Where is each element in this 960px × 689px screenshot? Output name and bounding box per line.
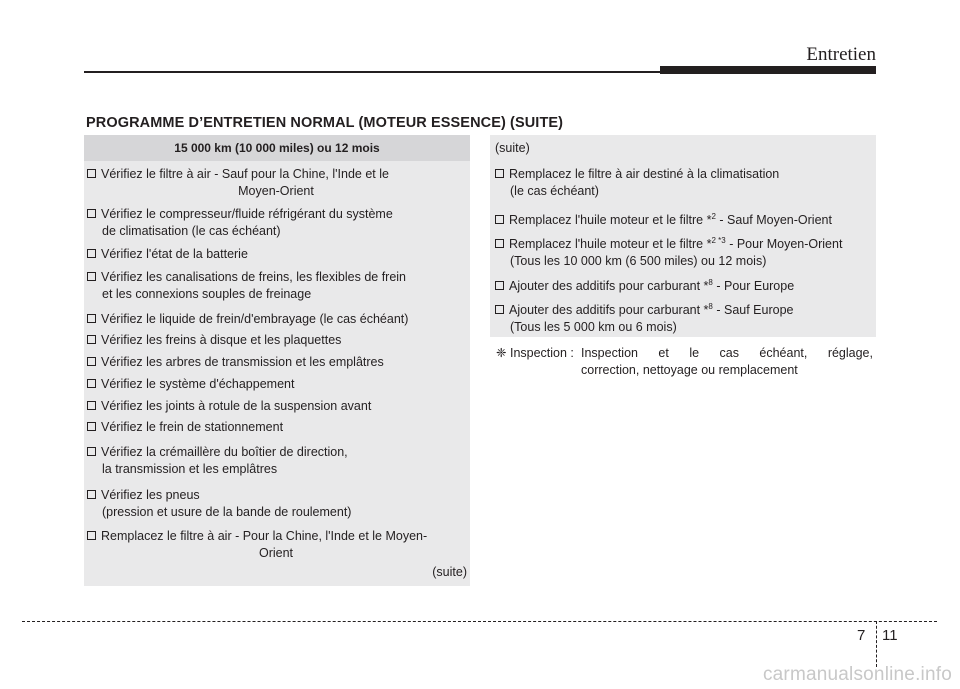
- checkbox-icon: [495, 305, 504, 314]
- note-text-line-2: correction, nettoyage ou remplacement: [581, 363, 798, 377]
- checkbox-icon: [87, 249, 96, 258]
- asterism-icon: ❈: [496, 346, 507, 360]
- maintenance-table-left: [84, 135, 470, 586]
- list-item: Remplacez l'huile moteur et le filtre *$^2$ - Sauf Moyen-Orient: [495, 208, 873, 229]
- checkbox-icon: [87, 335, 96, 344]
- list-item: Remplacez le filtre à air - Pour la Chine, l'Inde et le Moyen- Orient: [87, 528, 465, 562]
- footer-dashed-rule: [22, 621, 937, 622]
- list-item: Vérifiez les pneus (pression et usure de la bande de roulement): [87, 487, 465, 521]
- header-rule-thin: [84, 71, 660, 73]
- continued-label: (suite): [432, 565, 467, 579]
- checkbox-icon: [495, 169, 504, 178]
- list-item: Vérifiez le liquide de frein/d'embrayage (le cas échéant): [87, 311, 465, 328]
- checkbox-icon: [87, 447, 96, 456]
- page-title: PROGRAMME D’ENTRETIEN NORMAL (MOTEUR ESSENCE) (SUITE): [86, 115, 564, 131]
- checkbox-icon: [87, 169, 96, 178]
- watermark: carmanualsonline.info: [762, 664, 952, 685]
- list-item: Remplacez l'huile moteur et le filtre *$^{2 *3}$ - Pour Moyen-Orient (Tous les 10 000 km (6 500 miles) ou 12 mois): [495, 232, 873, 270]
- list-item: Vérifiez le filtre à air - Sauf pour la Chine, l'Inde et le Moyen-Orient: [87, 166, 465, 200]
- checkbox-icon: [87, 490, 96, 499]
- note-lead-label: Inspection :: [509, 346, 574, 360]
- checkbox-icon: [495, 215, 504, 224]
- checkbox-icon: [495, 281, 504, 290]
- page-number: 11: [882, 627, 898, 644]
- note-text-line-1: Inspection et le cas échéant, réglage,: [581, 346, 873, 360]
- footer-dashed-divider: [876, 621, 877, 667]
- list-item: Vérifiez les freins à disque et les plaquettes: [87, 332, 465, 349]
- list-item: Ajouter des additifs pour carburant *$^8$ - Pour Europe: [495, 274, 873, 295]
- checkbox-icon: [495, 239, 504, 248]
- continued-label: (suite): [495, 141, 530, 155]
- list-item: Vérifiez le système d'échappement: [87, 376, 465, 393]
- chapter-number: 7: [857, 627, 866, 644]
- list-item: Vérifiez les arbres de transmission et les emplâtres: [87, 354, 465, 371]
- list-item: Vérifiez l'état de la batterie: [87, 246, 465, 263]
- header-rule-thick: [660, 66, 876, 74]
- table-heading: 15 000 km (10 000 miles) ou 12 mois: [84, 135, 470, 161]
- checkbox-icon: [87, 272, 96, 281]
- checkbox-icon: [87, 531, 96, 540]
- checkbox-icon: [87, 357, 96, 366]
- checkbox-icon: [87, 209, 96, 218]
- checkbox-icon: [87, 314, 96, 323]
- list-item: Vérifiez les canalisations de freins, les flexibles de frein et les connexions souples de freinage: [87, 269, 465, 303]
- list-item: Vérifiez la crémaillère du boîtier de direction, la transmission et les emplâtres: [87, 444, 465, 478]
- list-item: Vérifiez le frein de stationnement: [87, 419, 465, 436]
- list-item: Vérifiez les joints à rotule de la suspension avant: [87, 398, 465, 415]
- list-item: Ajouter des additifs pour carburant *$^8$ - Sauf Europe (Tous les 5 000 km ou 6 mois): [495, 298, 873, 336]
- checkbox-icon: [87, 401, 96, 410]
- maintenance-table-right: [490, 135, 876, 337]
- list-item: Remplacez le filtre à air destiné à la climatisation (le cas échéant): [495, 166, 873, 200]
- list-item: Vérifiez le compresseur/fluide réfrigérant du système de climatisation (le cas échéant): [87, 206, 465, 240]
- checkbox-icon: [87, 422, 96, 431]
- section-header-title: Entretien: [806, 44, 876, 65]
- checkbox-icon: [87, 379, 96, 388]
